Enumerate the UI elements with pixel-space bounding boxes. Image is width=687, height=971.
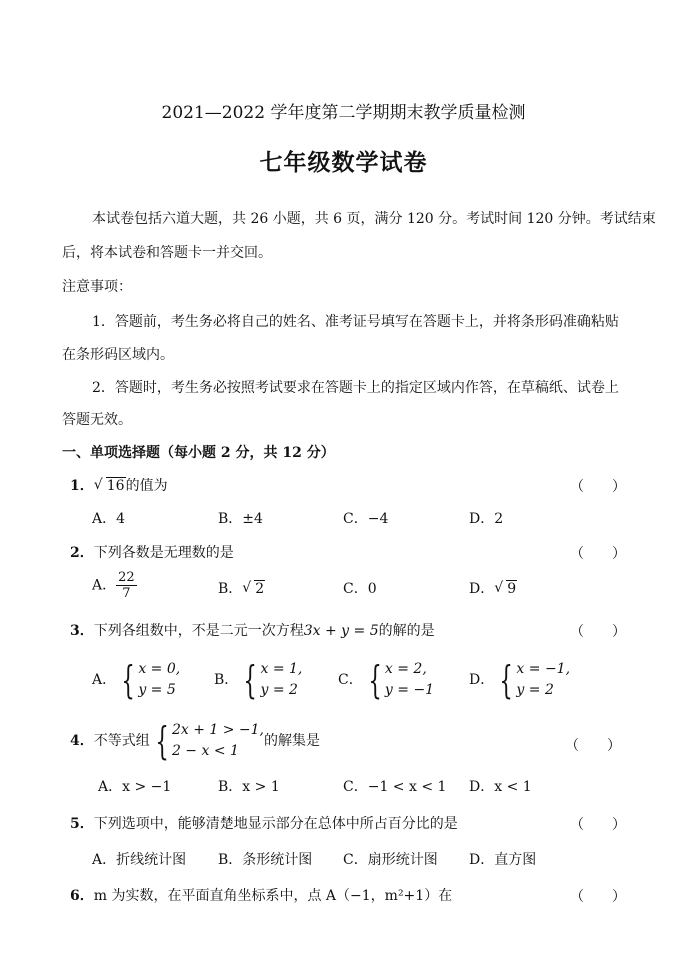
note-2-line1: 2．答题时，考生务必按照考试要求在答题卡上的指定区域内作答，在草稿纸、试卷上 bbox=[92, 380, 619, 396]
q2-option-b: B．√ 2 bbox=[218, 579, 265, 599]
exam-header: 2021—2022 学年度第二学期期末教学质量检测 bbox=[161, 103, 526, 123]
intro-paragraph-line1: 本试卷包括六道大题，共 26 小题，共 6 页，满分 120 分。考试时间 120 分钟。考试结束 bbox=[92, 211, 656, 227]
notes-title: 注意事项： bbox=[62, 279, 132, 295]
q1-option-c: C．−4 bbox=[343, 511, 389, 527]
question-number: 1． bbox=[70, 478, 94, 494]
answer-bracket: （ ） bbox=[570, 817, 626, 833]
q1-option-a: A．4 bbox=[92, 511, 126, 527]
q1-option-b: B．±4 bbox=[218, 511, 263, 527]
q1-option-d: D．2 bbox=[469, 511, 504, 527]
q4-option-a: A．x > −1 bbox=[98, 779, 172, 795]
question-3-stem: 3．下列各组数中，不是二元一次方程3x + y = 5的解的是 bbox=[70, 623, 435, 639]
note-1-line1: 1．答题前，考生务必将自己的姓名、准考证号填写在答题卡上，并将条形码准确粘贴 bbox=[92, 314, 619, 330]
answer-bracket: （ ） bbox=[570, 479, 626, 495]
q5-option-d: D．直方图 bbox=[469, 852, 537, 868]
q4-option-d: D．x < 1 bbox=[469, 779, 532, 795]
answer-bracket: （ ） bbox=[570, 546, 626, 562]
q2-option-a: A． $\frac{22}{7}$ bbox=[92, 570, 135, 601]
answer-bracket: （ ） bbox=[565, 738, 621, 754]
q2-option-d: D．√ 9 bbox=[469, 579, 517, 599]
q5-option-c: C．扇形统计图 bbox=[343, 852, 438, 868]
question-6-stem: 6．m 为实数，在平面直角坐标系中，点 A（−1，m²+1）在 bbox=[70, 888, 453, 904]
q4-option-b: B．x > 1 bbox=[218, 779, 280, 795]
question-5-stem: 5．下列选项中，能够清楚地显示部分在总体中所占百分比的是 bbox=[70, 816, 458, 832]
question-4-stem: 4．不等式组 { 2x + 1 > −1, 2 − x < 1 的解集是 bbox=[70, 719, 320, 763]
question-2-stem: 2．下列各数是无理数的是 bbox=[70, 545, 234, 561]
note-2-line2: 答题无效。 bbox=[62, 412, 132, 428]
q3-option-b: B． { x = 1, y = 2 bbox=[214, 658, 303, 702]
note-1-line2: 在条形码区域内。 bbox=[62, 347, 174, 363]
section-1-title: 一、单项选择题（每小题 2 分，共 12 分） bbox=[62, 445, 335, 461]
q5-option-b: B．条形统计图 bbox=[218, 852, 313, 868]
exam-title: 七年级数学试卷 bbox=[259, 149, 428, 176]
answer-bracket: （ ） bbox=[570, 624, 626, 640]
q3-option-c: C． { x = 2, y = −1 bbox=[338, 658, 435, 702]
question-1-stem: 1．√ 16的值为 bbox=[70, 476, 168, 496]
q2-option-c: C．0 bbox=[343, 581, 377, 597]
q3-option-a: A． { x = 0, y = 5 bbox=[92, 658, 181, 702]
q3-option-d: D． { x = −1, y = 2 bbox=[469, 658, 571, 702]
q4-option-c: C．−1 < x < 1 bbox=[343, 779, 447, 795]
q5-option-a: A．折线统计图 bbox=[92, 852, 187, 868]
answer-bracket: （ ） bbox=[570, 889, 626, 905]
intro-paragraph-line2: 后，将本试卷和答题卡一并交回。 bbox=[62, 245, 272, 261]
sqrt-expression: √ 16 bbox=[94, 476, 126, 496]
fraction: $\frac{22}{7}$ bbox=[118, 570, 135, 601]
